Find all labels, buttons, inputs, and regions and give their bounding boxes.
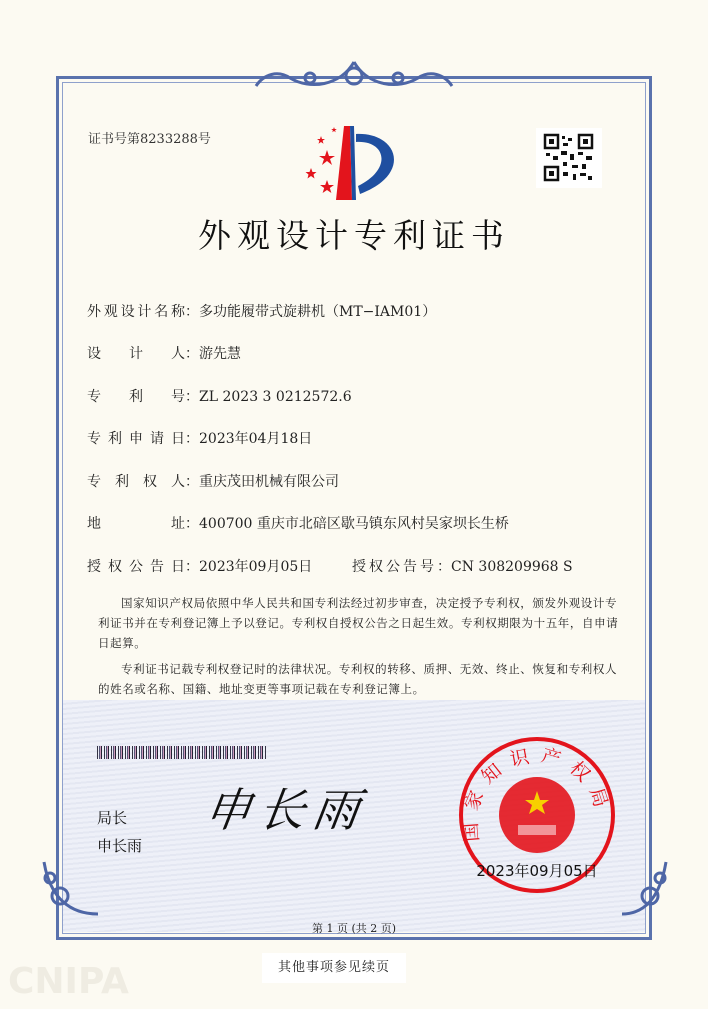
grant-statement: 国家知识产权局依照中华人民共和国专利法经过初步审查，决定授予专利权，颁发外观设计专利证书并在专利登记簿上予以登记。专利权自授权公告之日起生效。专利权期限为十五年，自申请日起算。 — [98, 596, 619, 650]
official-seal — [456, 733, 618, 899]
page-title: 外观设计专利证书 — [198, 216, 510, 255]
field-label: 授权公告日 — [87, 559, 185, 575]
star-icon — [320, 180, 334, 193]
star-icon — [317, 136, 325, 144]
field-value: CN 308209968 S — [451, 559, 573, 575]
bottom-right-ornament — [620, 858, 670, 918]
field-design-name: 外观设计名称 ： 多功能履带式旋耕机（MT−IAM01） — [87, 304, 437, 320]
field-label: 外观设计名称 — [87, 304, 185, 320]
field-address: 地址 ： 400700 重庆市北碚区歇马镇东风村吴家坝长生桥 — [87, 516, 509, 532]
field-label: 授权公告号 — [352, 559, 437, 575]
field-label: 专利申请日 — [87, 431, 185, 447]
bottom-left-ornament — [40, 858, 100, 918]
star-icon — [319, 150, 335, 165]
certificate-number: 证书号第8233288号 — [88, 132, 211, 147]
seal-text: 国家知识产权局 — [459, 743, 615, 843]
barcode — [97, 746, 267, 759]
continuation-note: 其他事项参见续页 — [262, 953, 406, 983]
field-announcement-number: 授权公告号 ： CN 308209968 S — [352, 559, 573, 575]
legal-status-statement: 专利证书记载专利权登记时的法律状况。专利权的转移、质押、无效、终止、恢复和专利权人的姓名或名称、国籍、地址变更等事项记载在专利登记簿上。 — [98, 662, 618, 696]
field-value: ZL 2023 3 0212572.6 — [199, 389, 352, 405]
field-patentee: 专利权人 ： 重庆茂田机械有限公司 — [87, 474, 339, 490]
statements — [98, 593, 628, 705]
field-patent-number: 专利号 ： ZL 2023 3 0212572.6 — [87, 389, 352, 405]
seal-date: 2023年09月05日 — [476, 862, 598, 880]
field-grant-date: 授权公告日 ： 2023年09月05日 — [87, 559, 313, 575]
cnipa-logo — [298, 124, 410, 202]
field-value: 游先慧 — [199, 346, 241, 362]
national-emblem — [499, 777, 575, 853]
field-value: 重庆茂田机械有限公司 — [199, 474, 339, 490]
page-number: 第 1 页 (共 2 页) — [311, 922, 397, 935]
signature: 申长雨 — [201, 783, 371, 837]
field-value: 400700 重庆市北碚区歇马镇东风村吴家坝长生桥 — [199, 516, 509, 532]
field-value: 2023年09月05日 — [199, 559, 313, 575]
star-icon — [331, 127, 337, 132]
field-value: 2023年04月18日 — [199, 431, 313, 447]
star-icon — [306, 168, 317, 179]
field-designer: 设计人 ： 游先慧 — [87, 346, 241, 362]
field-value: 多功能履带式旋耕机（MT−IAM01） — [199, 304, 437, 320]
field-label: 地址 — [87, 516, 185, 532]
top-ornament — [250, 56, 458, 96]
official-name: 申长雨 — [97, 837, 143, 855]
official-title: 局长 — [97, 809, 128, 827]
qr-code — [536, 128, 602, 188]
field-application-date: 专利申请日 ： 2023年04月18日 — [87, 431, 313, 447]
field-label: 专利号 — [87, 389, 185, 405]
watermark: CNIPA — [8, 961, 129, 1002]
field-label: 设计人 — [87, 346, 185, 362]
field-label: 专利权人 — [87, 474, 185, 490]
